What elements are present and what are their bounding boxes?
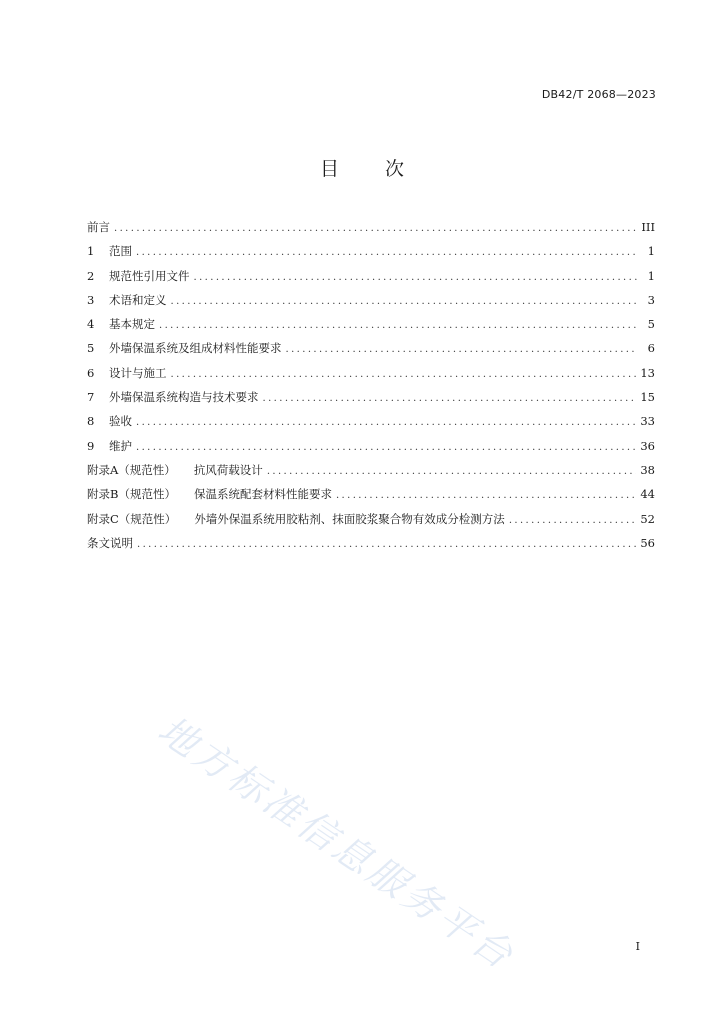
toc-page-number: 15 [640, 390, 655, 405]
toc-label: 范围 [109, 244, 132, 259]
dot-leader [114, 223, 637, 234]
toc-section-number: 3 [87, 292, 95, 307]
dot-leader [171, 369, 637, 380]
toc-entry-preface[interactable] [87, 219, 655, 243]
dot-leader [171, 296, 638, 307]
toc-section-number: 6 [87, 365, 95, 380]
toc-section-number: 5 [87, 341, 95, 356]
toc-section-number: 1 [87, 244, 95, 259]
toc-label: 规范性引用文件 [109, 268, 190, 283]
toc-section-number: 4 [87, 317, 95, 332]
toc-page-number: 3 [647, 292, 655, 307]
toc-entry-appendix-c[interactable] [87, 511, 655, 535]
toc-section-number: 2 [87, 268, 95, 283]
toc-page-number: 33 [640, 414, 655, 429]
toc-page-number: 44 [640, 487, 655, 502]
toc-entry-6[interactable] [87, 365, 655, 389]
toc-page-number: 13 [640, 365, 655, 380]
toc-label: 条文说明 [87, 535, 133, 550]
toc-label: 基本规定 [109, 317, 155, 332]
toc-entry-explanation[interactable] [87, 535, 655, 559]
dot-leader [286, 344, 638, 355]
toc-appendix-prefix: 附录A（规范性） [87, 462, 176, 477]
watermark: 地方标准信息服务平台 [150, 707, 524, 979]
dot-leader [267, 466, 637, 477]
page-title: 目 次 [319, 158, 425, 180]
toc-page-number: 56 [640, 535, 655, 550]
dot-leader [136, 247, 637, 258]
toc-section-number: 8 [87, 414, 95, 429]
dot-leader [136, 417, 636, 428]
toc-entry-4[interactable] [87, 316, 655, 340]
toc-page-number: 6 [647, 341, 655, 356]
page-number: I [635, 940, 640, 953]
dot-leader [336, 490, 636, 501]
dot-leader [136, 442, 636, 453]
toc-appendix-prefix: 附录B（规范性） [87, 487, 176, 502]
toc-label: 验收 [109, 414, 132, 429]
toc-page-number: 5 [647, 317, 655, 332]
toc-label: 保温系统配套材料性能要求 [193, 487, 332, 502]
toc-section-number: 7 [87, 390, 95, 405]
toc-label: 前言 [87, 220, 110, 234]
toc-page-number: III [641, 220, 655, 234]
toc-appendix-prefix: 附录C（规范性） [87, 511, 177, 526]
toc-page-number: 1 [647, 244, 655, 259]
dot-leader [137, 539, 636, 550]
toc-label: 设计与施工 [109, 365, 167, 380]
toc-entry-appendix-a[interactable] [87, 462, 655, 486]
toc-entry-2[interactable] [87, 268, 655, 292]
toc-entry-9[interactable] [87, 438, 655, 462]
toc-label: 抗风荷载设计 [193, 462, 263, 477]
toc-label: 术语和定义 [109, 292, 167, 307]
dot-leader [509, 515, 637, 526]
toc-entry-8[interactable] [87, 413, 655, 437]
toc-section-number: 9 [87, 438, 95, 453]
standard-code: DB42/T 2068—2023 [541, 88, 656, 101]
toc-label: 外墙保温系统及组成材料性能要求 [109, 341, 282, 356]
toc-entry-7[interactable] [87, 389, 655, 413]
toc-entry-3[interactable] [87, 292, 655, 316]
dot-leader [194, 272, 638, 283]
toc-page-number: 38 [640, 462, 655, 477]
toc-entry-appendix-b[interactable] [87, 486, 655, 510]
toc-label: 外墙保温系统构造与技术要求 [109, 390, 259, 405]
table-of-contents [87, 219, 655, 559]
toc-entry-5[interactable] [87, 340, 655, 364]
toc-page-number: 1 [647, 268, 655, 283]
toc-page-number: 52 [640, 511, 655, 526]
dot-leader [159, 320, 637, 331]
toc-entry-1[interactable] [87, 243, 655, 267]
dot-leader [263, 393, 637, 404]
toc-page-number: 36 [640, 438, 655, 453]
toc-label: 外墙外保温系统用胶粘剂、抹面胶浆聚合物有效成分检测方法 [194, 511, 505, 526]
toc-label: 维护 [109, 438, 132, 453]
